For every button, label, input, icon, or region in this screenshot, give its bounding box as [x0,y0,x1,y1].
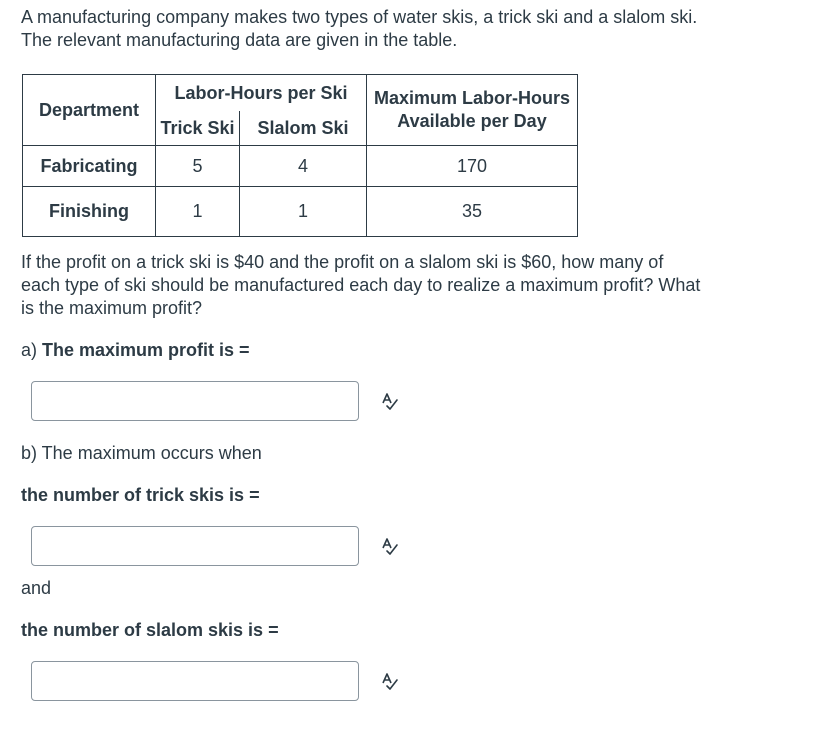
department-header: Department [23,75,156,146]
max-header-line-2: Available per Day [397,111,547,131]
slalom-skis-input[interactable] [31,661,359,701]
trick-skis-text: the number of trick skis is = [21,485,260,505]
trick-skis-label [21,485,260,506]
manufacturing-data-table [22,74,578,237]
max-cell: 35 [367,187,578,237]
table-row [23,146,578,187]
problem-question [21,251,801,320]
labor-hours-header: Labor-Hours per Ski [156,75,367,112]
max-profit-input[interactable] [31,381,359,421]
part-a-prefix: a) [21,340,43,360]
part-b-intro: b) The maximum occurs when [21,443,262,463]
part-a-text: The maximum profit is = [42,340,250,360]
question-line-3: is the maximum profit? [21,298,203,318]
question-line-1: If the profit on a trick ski is $40 and the profit on a slalom ski is $60, how many of [21,252,664,272]
trick-skis-input[interactable] [31,526,359,566]
max-header-line-1: Maximum Labor-Hours [373,88,571,108]
table-header-row [23,75,578,112]
spell-check-icon[interactable] [380,391,400,411]
spell-check-icon[interactable] [380,536,400,556]
max-cell: 170 [367,146,578,187]
slalom-cell: 1 [240,187,367,237]
question-line-2: each type of ski should be manufactured each day to realize a maximum profit? What [21,275,701,295]
intro-line-1: A manufacturing company makes two types of water skis, a trick ski and a slalom ski. [21,7,698,27]
slalom-skis-text: the number of slalom skis is = [21,620,279,640]
intro-line-2: The relevant manufacturing data are given in the table. [21,30,458,50]
trick-cell: 1 [156,187,240,237]
max-labor-hours-header [367,75,578,146]
department-cell: Finishing [23,187,156,237]
problem-intro [21,6,811,52]
slalom-ski-header: Slalom Ski [240,111,367,146]
slalom-cell: 4 [240,146,367,187]
and-text: and [21,578,52,598]
trick-ski-header: Trick Ski [156,111,240,146]
part-a-label [21,340,250,361]
spell-check-icon[interactable] [380,671,400,691]
trick-cell: 5 [156,146,240,187]
department-cell: Fabricating [23,146,156,187]
slalom-skis-label [21,620,279,641]
table-row [23,187,578,237]
